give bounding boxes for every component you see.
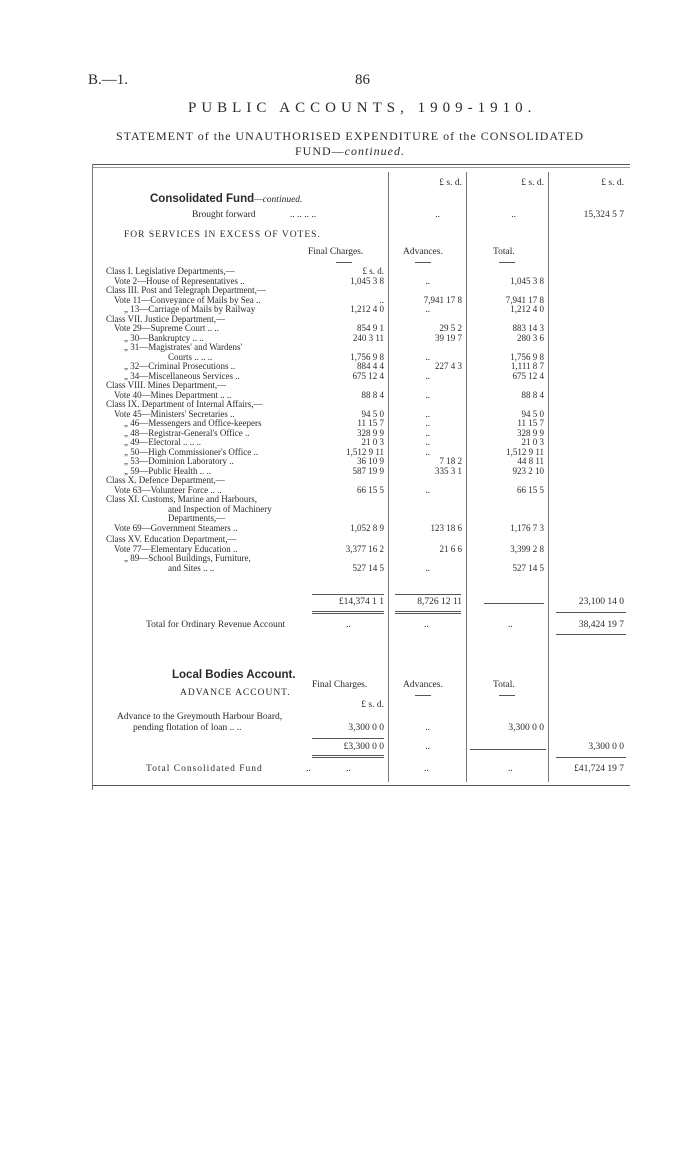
row-label: Class XV. Education Department,— xyxy=(106,534,237,544)
adv-total-double-rule xyxy=(395,611,461,612)
grand-total-label: Total Consolidated Fund xyxy=(146,764,263,774)
ordinary-revenue-rule xyxy=(556,634,626,635)
greymouth-final-charge: 3,300 0 0 xyxy=(348,723,384,733)
final-charge-cell: .. xyxy=(379,294,384,305)
col2-lsd-header: £ s. d. xyxy=(521,178,544,188)
col-advances-header: Advances. xyxy=(403,247,443,257)
advance-cell: .. xyxy=(425,389,430,400)
advance-cell: .. xyxy=(425,275,430,286)
row-label: „ 34—Miscellaneous Services .. xyxy=(124,370,240,381)
total-cell: 527 14 5 xyxy=(512,562,544,573)
total-cell: 21 0 3 xyxy=(521,437,544,447)
final-charge-cell: 884 4 4 xyxy=(357,361,384,371)
row-label: Vote 11—Conveyance of Mails by Sea .. xyxy=(114,294,261,305)
local-final-double-rule-2 xyxy=(312,757,384,758)
row-label: Class IX. Department of Internal Affairs,— xyxy=(106,399,263,409)
final-charge-cell: 94 5 0 xyxy=(361,408,384,419)
advance-account-heading: ADVANCE ACCOUNT. xyxy=(180,688,291,698)
row-label: Class I. Legislative Departments,— xyxy=(106,266,235,276)
greymouth-total: 3,300 0 0 xyxy=(508,723,544,733)
total-dash xyxy=(484,603,544,604)
final-charge-cell: £ s. d. xyxy=(362,266,384,276)
local-lsd-header: £ s. d. xyxy=(361,700,384,710)
advances-total: 8,726 12 11 xyxy=(417,597,462,607)
ordinary-revenue-label: Total for Ordinary Revenue Account xyxy=(146,620,286,630)
advance-cell: .. xyxy=(425,304,430,314)
row-label: Class VIII. Mines Department,— xyxy=(106,380,227,390)
row-label: „ 30—Bankruptcy .. .. xyxy=(124,332,204,343)
final-charges-total: £14,374 1 1 xyxy=(338,597,384,607)
final-charge-cell: 587 19 9 xyxy=(352,465,384,476)
final-charge-cell: 1,052 8 9 xyxy=(350,522,384,533)
row-label: „ 50—High Commissioner's Office .. xyxy=(124,446,258,457)
page-reference: B.—1. xyxy=(88,72,129,88)
row-label: Departments,— xyxy=(168,513,226,523)
col-final-charges-header: Final Charges. xyxy=(308,247,364,257)
local-col-advances-header: Advances. xyxy=(403,680,443,690)
advance-cell: .. xyxy=(425,427,430,438)
final-charge-cell: 1,756 9 8 xyxy=(350,351,384,362)
local-total-dash xyxy=(470,749,546,750)
final-charge-cell: 3,377 16 2 xyxy=(345,543,384,554)
grand-total-dots-4: .. xyxy=(508,764,513,774)
consolidated-column-total: 23,100 14 0 xyxy=(578,597,624,607)
local-final-subtotal: £3,300 0 0 xyxy=(343,742,384,752)
final-charge-cell: 675 12 4 xyxy=(352,370,384,381)
local-column-total: 3,300 0 0 xyxy=(588,742,624,752)
statement-title-continued: continued. xyxy=(344,144,405,158)
advance-cell: 335 3 1 xyxy=(435,465,462,476)
col-final-underline xyxy=(336,262,352,263)
total-cell: 923 2 10 xyxy=(512,465,544,476)
table-bottom-rule xyxy=(92,785,630,786)
services-heading: FOR SERVICES IN EXCESS OF VOTES. xyxy=(124,230,321,240)
col3-lsd-header: £ s. d. xyxy=(601,178,624,188)
ordinary-revenue-value: 38,424 19 7 xyxy=(578,620,624,630)
consolidated-fund-heading xyxy=(150,189,302,207)
table-left-border xyxy=(92,164,93,790)
local-advance-subtotal: .. xyxy=(425,742,430,752)
row-label: „ 59—Public Health .. .. xyxy=(124,465,211,476)
row-label: Class III. Post and Telegraph Department,— xyxy=(106,285,266,295)
page-number: 86 xyxy=(355,72,370,88)
local-total-underline xyxy=(499,695,515,696)
row-label: Class X. Defence Department,— xyxy=(106,475,225,485)
final-charge-cell: 527 14 5 xyxy=(352,562,384,573)
col-total-underline xyxy=(499,262,515,263)
row-label: Class VII. Justice Department,— xyxy=(106,313,226,324)
local-final-rule xyxy=(312,738,384,739)
advance-cell: .. xyxy=(425,351,430,362)
advance-cell: 39 19 7 xyxy=(435,332,462,343)
row-label: Vote 40—Mines Department .. .. xyxy=(114,389,232,400)
advance-cell: 21 6 6 xyxy=(439,543,462,554)
advance-cell: 7 18 2 xyxy=(439,456,462,466)
row-label: „ 53—Dominion Laboratory .. xyxy=(124,456,234,466)
advance-cell: 227 4 3 xyxy=(435,361,462,371)
local-col3-rule xyxy=(556,757,626,758)
local-bodies-heading: Local Bodies Account. xyxy=(172,669,296,681)
total-cell: 88 8 4 xyxy=(521,389,544,400)
advance-cell: .. xyxy=(425,446,430,457)
total-cell: 1,512 9 11 xyxy=(506,446,544,457)
final-charge-cell: 11 15 7 xyxy=(357,418,384,428)
final-charge-cell: 66 15 5 xyxy=(357,484,384,495)
statement-title-line-2 xyxy=(0,144,700,159)
final-total-double-rule xyxy=(312,611,384,612)
row-label: „ 46—Messengers and Office-keepers xyxy=(124,418,262,428)
col3-total-rule xyxy=(556,612,626,613)
total-cell: 883 14 3 xyxy=(512,323,544,333)
local-adv-underline xyxy=(415,695,431,696)
total-cell: 66 15 5 xyxy=(517,484,544,495)
brought-forward-dots-b: .. xyxy=(511,210,516,220)
row-label: „ 48—Registrar-General's Office .. xyxy=(124,427,250,438)
final-charge-cell: 328 9 9 xyxy=(357,427,384,438)
total-cell: 328 9 9 xyxy=(517,427,544,438)
row-label: Vote 77—Elementary Education .. xyxy=(114,543,238,554)
row-label: Vote 2—House of Representatives .. xyxy=(114,275,245,286)
row-label: and Sites .. .. xyxy=(168,562,215,573)
grand-total-dots-2: .. xyxy=(346,764,351,774)
advance-cell: .. xyxy=(425,418,430,428)
column-divider-3 xyxy=(548,172,549,782)
statement-title-fund: FUND— xyxy=(295,144,345,158)
final-charge-cell: 36 10 9 xyxy=(357,456,384,466)
total-cell: 1,212 4 0 xyxy=(510,304,544,314)
final-total-rule xyxy=(312,594,384,595)
advance-cell: .. xyxy=(425,408,430,419)
total-cell: 1,045 3 8 xyxy=(510,275,544,286)
row-label: „ 89—School Buildings, Furniture, xyxy=(124,553,251,563)
column-divider-2 xyxy=(466,172,467,782)
row-label: Vote 69—Government Steamers .. xyxy=(114,522,238,533)
total-cell: 11 15 7 xyxy=(517,418,544,428)
brought-forward-value: 15,324 5 7 xyxy=(583,210,624,220)
grand-total-dots-1: .. xyxy=(306,764,311,774)
row-label: Vote 63—Volunteer Force .. .. xyxy=(114,484,222,495)
statement-title-line-1: STATEMENT of the UNAUTHORISED EXPENDITURE of the CONSOLIDATED xyxy=(115,129,585,143)
total-cell: 7,941 17 8 xyxy=(505,294,544,305)
advance-cell: .. xyxy=(425,562,430,573)
page-title: PUBLIC ACCOUNTS, 1909-1910. xyxy=(188,100,537,116)
total-cell: 94 5 0 xyxy=(521,408,544,419)
total-cell: 675 12 4 xyxy=(512,370,544,381)
adv-total-rule xyxy=(395,594,461,595)
row-label: Vote 45—Ministers' Secretaries .. xyxy=(114,408,235,419)
col1-lsd-header: £ s. d. xyxy=(439,178,462,188)
advance-cell: .. xyxy=(425,484,430,495)
local-col-final-header: Final Charges. xyxy=(312,680,368,690)
col-adv-underline xyxy=(415,262,431,263)
consolidated-fund-title: Consolidated Fund xyxy=(150,193,255,205)
total-cell: 1,756 9 8 xyxy=(510,351,544,362)
advance-cell: .. xyxy=(425,370,430,381)
advance-cell: 123 18 6 xyxy=(430,522,462,533)
final-total-double-rule-2 xyxy=(312,613,384,614)
row-label: „ 13—Carriage of Mails by Railway xyxy=(124,304,256,314)
total-cell: 44 8 11 xyxy=(517,456,544,466)
row-label: Class XI. Customs, Marine and Harbours, xyxy=(106,494,257,504)
ordinary-revenue-dots-3: .. xyxy=(508,620,513,630)
ordinary-revenue-dots-1: .. xyxy=(346,620,351,630)
greymouth-item-line-1: Advance to the Greymouth Harbour Board, xyxy=(117,712,283,722)
total-cell: 1,111 8 7 xyxy=(510,361,544,371)
column-divider-1 xyxy=(388,172,389,782)
table-top-rule xyxy=(92,164,630,165)
ordinary-revenue-dots-2: .. xyxy=(424,620,429,630)
col-total-header: Total. xyxy=(493,247,515,257)
advance-cell: 29 5 2 xyxy=(439,323,462,333)
brought-forward-dots: .. .. .. .. xyxy=(290,210,317,220)
total-cell: 3,399 2 8 xyxy=(510,543,544,554)
final-charge-cell: 854 9 1 xyxy=(357,323,384,333)
row-label: „ 49—Electoral .. .. .. xyxy=(124,437,201,447)
advance-cell: 7,941 17 8 xyxy=(423,294,462,305)
consolidated-fund-continued: —continued. xyxy=(254,195,303,205)
brought-forward-dots-a: .. xyxy=(435,210,440,220)
table-top-rule-2 xyxy=(92,167,630,168)
row-label: „ 32—Criminal Prosecutions .. xyxy=(124,361,236,371)
greymouth-item-line-2: pending flotation of loan .. .. xyxy=(133,723,242,733)
final-charge-cell: 240 3 11 xyxy=(352,332,384,343)
local-final-double-rule xyxy=(312,755,384,756)
adv-total-double-rule-2 xyxy=(395,613,461,614)
final-charge-cell: 88 8 4 xyxy=(361,389,384,400)
final-charge-cell: 1,512 9 11 xyxy=(346,446,384,457)
row-label: Courts .. .. .. xyxy=(168,351,213,362)
local-col-total-header: Total. xyxy=(493,680,515,690)
grand-total-dots-3: .. xyxy=(424,764,429,774)
brought-forward-label: Brought forward xyxy=(192,210,256,220)
row-label: and Inspection of Machinery xyxy=(168,503,272,514)
final-charge-cell: 21 0 3 xyxy=(361,437,384,447)
row-label: „ 31—Magistrates' and Wardens' xyxy=(124,342,243,352)
final-charge-cell: 1,045 3 8 xyxy=(350,275,384,286)
total-cell: 1,176 7 3 xyxy=(510,522,544,533)
row-label: Vote 29—Supreme Court .. .. xyxy=(114,323,219,333)
grand-total-value: £41,724 19 7 xyxy=(574,764,624,774)
final-charge-cell: 1,212 4 0 xyxy=(350,304,384,314)
advance-cell: .. xyxy=(425,437,430,447)
total-cell: 280 3 6 xyxy=(517,332,544,343)
greymouth-advance: .. xyxy=(425,723,430,733)
